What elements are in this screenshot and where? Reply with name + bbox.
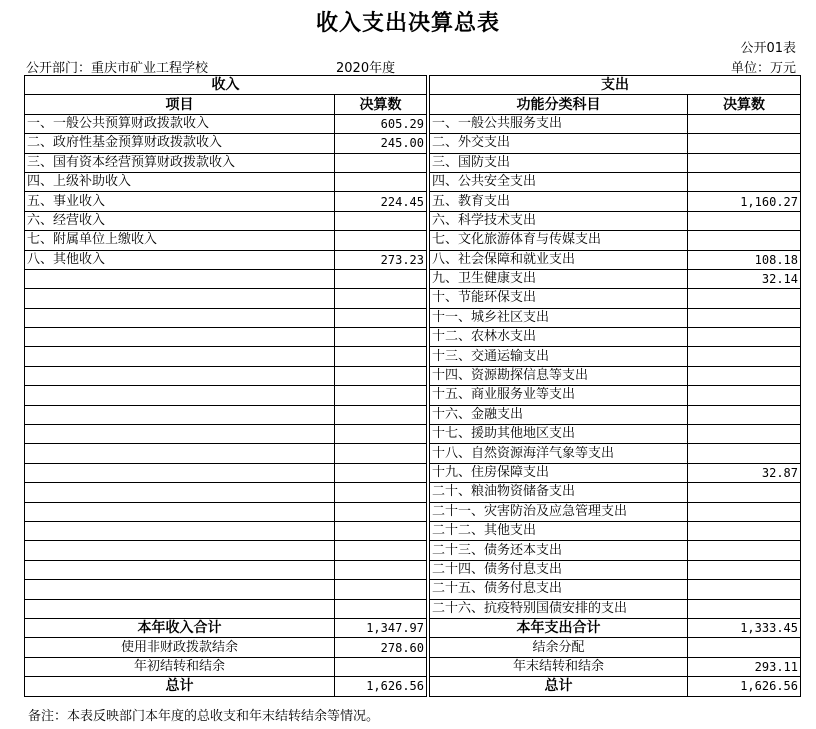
income-item [25, 386, 335, 405]
income-section-header: 收入 [25, 76, 427, 95]
expense-item: 九、卫生健康支出 [430, 269, 688, 288]
table-row [25, 153, 801, 172]
income-item [25, 366, 335, 385]
expense-item: 二十五、债务付息支出 [430, 580, 688, 599]
expense-item: 十九、住房保障支出 [430, 463, 688, 482]
table-row [25, 134, 801, 153]
income-item: 五、事业收入 [25, 192, 335, 211]
income-total-value: 1,347.97 [335, 618, 427, 637]
table-row [25, 502, 801, 521]
table-row [25, 250, 801, 269]
page-title: 收入支出决算总表 [315, 11, 500, 36]
table-row [25, 347, 801, 366]
column-header-row [25, 95, 801, 114]
income-amount [335, 231, 427, 250]
expense-item: 二十四、债务付息支出 [430, 560, 688, 579]
income-amount: 605.29 [335, 114, 427, 133]
income-amount [335, 386, 427, 405]
expense-amount [688, 308, 801, 327]
expense-amount [688, 153, 801, 172]
expense-amount [688, 425, 801, 444]
amount-column-header: 决算数 [335, 95, 427, 114]
grand-total-value-left: 1,626.56 [335, 677, 427, 696]
table-row [25, 483, 801, 502]
expense-item: 二十二、其他支出 [430, 521, 688, 540]
income-item: 一、一般公共预算财政拨款收入 [25, 114, 335, 133]
grand-total-row [25, 677, 801, 696]
income-amount [335, 599, 427, 618]
table-row [25, 425, 801, 444]
nonfiscal-label: 使用非财政拨款结余 [25, 638, 335, 657]
expense-amount [688, 521, 801, 540]
expense-item: 二十、粮油物资储备支出 [430, 483, 688, 502]
expense-amount [688, 347, 801, 366]
section-header-row [25, 76, 801, 95]
expense-amount: 108.18 [688, 250, 801, 269]
expense-total-label: 本年支出合计 [430, 618, 688, 637]
income-item [25, 347, 335, 366]
income-item: 七、附属单位上缴收入 [25, 231, 335, 250]
table-row [25, 192, 801, 211]
income-item [25, 502, 335, 521]
expense-item: 三、国防支出 [430, 153, 688, 172]
expense-item: 十六、金融支出 [430, 405, 688, 424]
grand-total-label-right: 总计 [430, 677, 688, 696]
unit-label: 单位：万元 [730, 61, 796, 76]
expense-total-value: 1,333.45 [688, 618, 801, 637]
income-item [25, 328, 335, 347]
income-amount [335, 366, 427, 385]
grand-total-label-left: 总计 [25, 677, 335, 696]
income-amount [335, 347, 427, 366]
table-row [25, 114, 801, 133]
expense-amount: 1,160.27 [688, 192, 801, 211]
table-row [25, 308, 801, 327]
expense-item: 十四、资源勘探信息等支出 [430, 366, 688, 385]
expense-amount [688, 541, 801, 560]
expense-amount: 32.14 [688, 269, 801, 288]
expense-section-header: 支出 [430, 76, 801, 95]
table-row [25, 328, 801, 347]
income-amount: 224.45 [335, 192, 427, 211]
expense-item: 一、一般公共服务支出 [430, 114, 688, 133]
table-row [25, 366, 801, 385]
expense-item: 十三、交通运输支出 [430, 347, 688, 366]
income-amount [335, 425, 427, 444]
expense-amount [688, 444, 801, 463]
expense-item: 七、文化旅游体育与传媒支出 [430, 231, 688, 250]
expense-amount [688, 114, 801, 133]
surplus-alloc-label: 结余分配 [430, 638, 688, 657]
table-row [25, 231, 801, 250]
item-column-header: 项目 [25, 95, 335, 114]
begin-balance-label: 年初结转和结余 [25, 657, 335, 676]
expense-item: 六、科学技术支出 [430, 211, 688, 230]
table-row [25, 444, 801, 463]
expense-item: 五、教育支出 [430, 192, 688, 211]
table-row [25, 541, 801, 560]
expense-item: 二十六、抗疫特别国债安排的支出 [430, 599, 688, 618]
end-balance-value: 293.11 [688, 657, 801, 676]
income-amount: 273.23 [335, 250, 427, 269]
total-row [25, 618, 801, 637]
table-row [25, 289, 801, 308]
income-amount [335, 269, 427, 288]
income-amount [335, 289, 427, 308]
amount2-column-header: 决算数 [688, 95, 801, 114]
expense-amount [688, 366, 801, 385]
income-amount [335, 463, 427, 482]
table-row [25, 599, 801, 618]
expense-item: 十七、援助其他地区支出 [430, 425, 688, 444]
expense-item: 十、节能环保支出 [430, 289, 688, 308]
income-item: 八、其他收入 [25, 250, 335, 269]
expense-item: 二、外交支出 [430, 134, 688, 153]
income-amount [335, 580, 427, 599]
nonfiscal-value: 278.60 [335, 638, 427, 657]
expense-amount [688, 502, 801, 521]
income-item [25, 599, 335, 618]
income-item [25, 405, 335, 424]
income-total-label: 本年收入合计 [25, 618, 335, 637]
income-amount [335, 521, 427, 540]
expense-amount [688, 289, 801, 308]
table-row [25, 560, 801, 579]
income-item: 六、经营收入 [25, 211, 335, 230]
expense-amount [688, 231, 801, 250]
nonfiscal-row [25, 638, 801, 657]
income-item: 四、上级补助收入 [25, 172, 335, 191]
expense-amount [688, 580, 801, 599]
expense-item: 十二、农林水支出 [430, 328, 688, 347]
income-item [25, 289, 335, 308]
expense-amount [688, 405, 801, 424]
expense-amount [688, 483, 801, 502]
expense-item: 十八、自然资源海洋气象等支出 [430, 444, 688, 463]
income-item [25, 580, 335, 599]
footnote: 备注：本表反映部门本年度的总收支和年末结转结余等情况。 [28, 709, 380, 724]
expense-amount [688, 328, 801, 347]
table-row [25, 405, 801, 424]
table-row [25, 386, 801, 405]
income-amount [335, 153, 427, 172]
carryover-row [25, 657, 801, 676]
income-item: 三、国有资本经营预算财政拨款收入 [25, 153, 335, 172]
income-amount [335, 502, 427, 521]
expense-amount [688, 134, 801, 153]
expense-item: 四、公共安全支出 [430, 172, 688, 191]
expense-amount [688, 386, 801, 405]
table-row [25, 463, 801, 482]
income-amount [335, 172, 427, 191]
income-amount [335, 560, 427, 579]
expense-item: 二十一、灾害防治及应急管理支出 [430, 502, 688, 521]
income-item [25, 560, 335, 579]
func-item-column-header: 功能分类科目 [430, 95, 688, 114]
table-row [25, 269, 801, 288]
expense-amount [688, 560, 801, 579]
income-amount [335, 308, 427, 327]
income-item [25, 444, 335, 463]
end-balance-label: 年末结转和结余 [430, 657, 688, 676]
expense-item: 二十三、债务还本支出 [430, 541, 688, 560]
form-number: 公开01表 [740, 41, 796, 56]
grand-total-value-right: 1,626.56 [688, 677, 801, 696]
surplus-alloc-value [688, 638, 801, 657]
income-amount [335, 328, 427, 347]
expense-amount [688, 599, 801, 618]
income-item [25, 308, 335, 327]
income-expense-table [24, 75, 801, 697]
income-item [25, 541, 335, 560]
income-amount [335, 444, 427, 463]
table-row [25, 172, 801, 191]
expense-item: 八、社会保障和就业支出 [430, 250, 688, 269]
income-item [25, 463, 335, 482]
table-row [25, 211, 801, 230]
expense-item: 十一、城乡社区支出 [430, 308, 688, 327]
income-item [25, 425, 335, 444]
income-item: 二、政府性基金预算财政拨款收入 [25, 134, 335, 153]
begin-balance-value [335, 657, 427, 676]
income-amount [335, 211, 427, 230]
income-amount [335, 405, 427, 424]
income-item [25, 521, 335, 540]
expense-item: 十五、商业服务业等支出 [430, 386, 688, 405]
expense-amount: 32.87 [688, 463, 801, 482]
expense-amount [688, 172, 801, 191]
table-row [25, 521, 801, 540]
department-label: 公开部门：重庆市矿业工程学校 [26, 61, 209, 76]
income-item [25, 269, 335, 288]
fiscal-year: 2020年度 [336, 61, 396, 76]
expense-amount [688, 211, 801, 230]
income-amount: 245.00 [335, 134, 427, 153]
income-item [25, 483, 335, 502]
income-amount [335, 483, 427, 502]
income-amount [335, 541, 427, 560]
table-row [25, 580, 801, 599]
